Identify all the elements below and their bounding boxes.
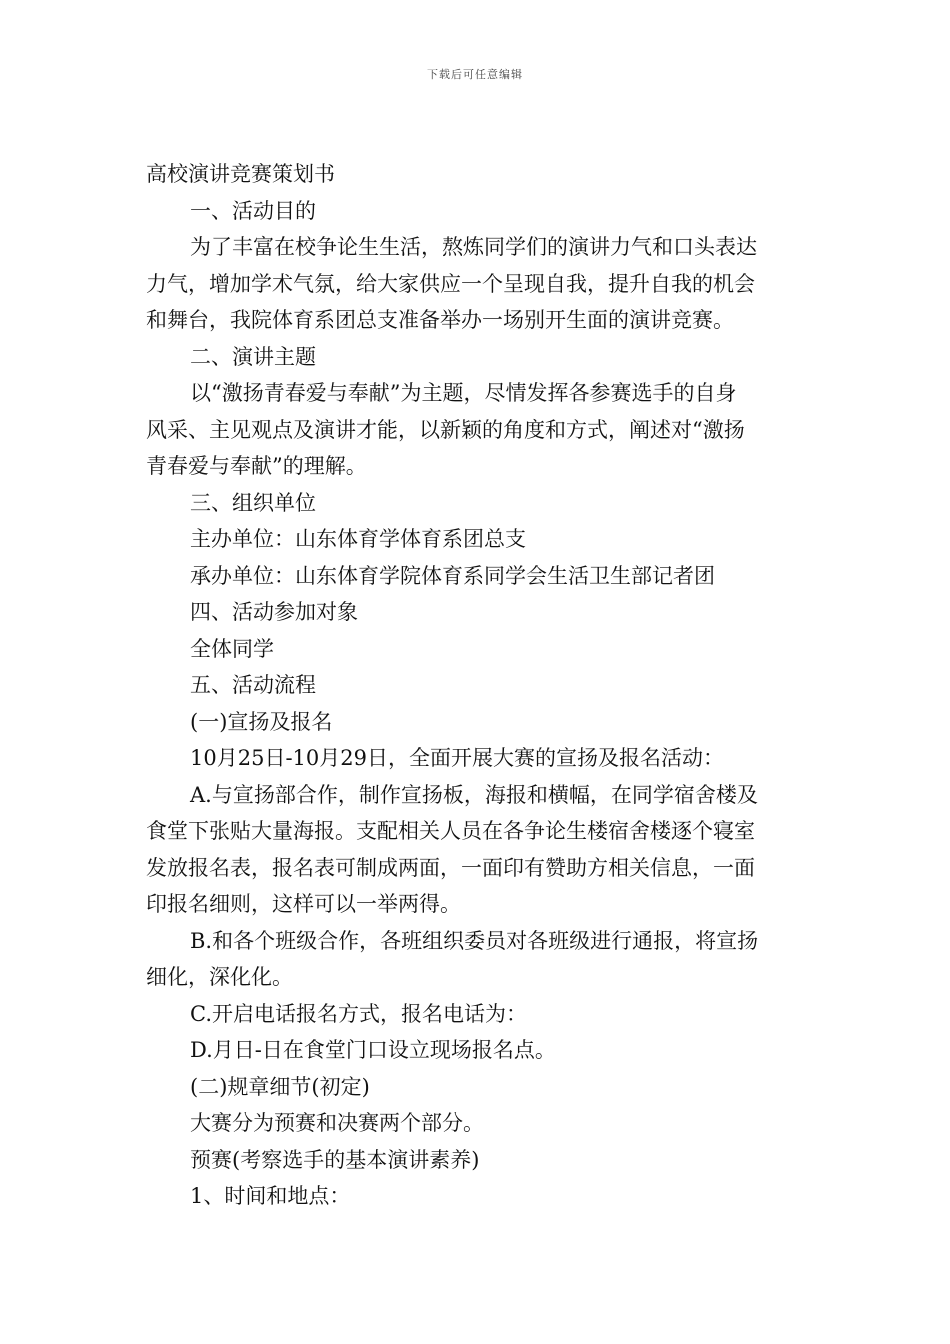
text-line: 以“激扬青春爱与奉献”为主题，尽情发挥各参赛选手的自身 (190, 381, 737, 405)
text-line: C.开启电话报名方式，报名电话为： (190, 1001, 527, 1026)
text-line: 全体同学 (190, 636, 274, 661)
text-line: 主办单位：山东体育学体育系团总支 (190, 527, 526, 551)
text-line: 五、活动流程 (190, 673, 316, 697)
text-line: 1、时间和地点： (190, 1184, 351, 1208)
text-line: 和舞台，我院体育系团总支准备举办一场别开生面的演讲竞赛。 (146, 308, 734, 332)
paragraph-lines (146, 193, 810, 1215)
text-line: 印报名细则，这样可以一举两得。 (146, 892, 461, 916)
text-line: 发放报名表，报名表可制成两面，一面印有赞助方相关信息，一面 (146, 855, 755, 880)
text-line: 预赛(考察选手的基本演讲素养) (190, 1147, 480, 1172)
text-line: 大赛分为预赛和决赛两个部分。 (190, 1111, 484, 1135)
text-line: 二、演讲主题 (190, 344, 316, 369)
text-line: 10月25日-10月29日，全面开展大赛的宣扬及报名活动： (190, 746, 724, 770)
text-line: 四、活动参加对象 (190, 600, 358, 624)
text-line: 三、组织单位 (190, 490, 316, 515)
text-line: 力气，增加学术气氛，给大家供应一个呈现自我，提升自我的机会 (146, 271, 755, 296)
text-line: 风采、主见观点及演讲才能，以新颖的角度和方式，阐述对“激扬 (146, 417, 745, 442)
text-line: 一、活动目的 (190, 198, 316, 223)
text-line: 青春爱与奉献”的理解。 (146, 454, 367, 478)
document-title: 高校演讲竞赛策划书 (146, 162, 335, 186)
text-line: 为了丰富在校争论生生活，熬炼同学们的演讲力气和口头表达 (190, 235, 757, 259)
document-body (146, 156, 810, 1215)
text-line: A.与宣扬部合作，制作宣扬板，海报和横幅，在同学宿舍楼及 (190, 782, 758, 807)
text-line: 承办单位：山东体育学院体育系同学会生活卫生部记者团 (190, 563, 715, 588)
text-line: (一)宣扬及报名 (190, 709, 333, 734)
text-line: 细化，深化化。 (146, 965, 293, 989)
text-line: 食堂下张贴大量海报。支配相关人员在各争论生楼宿舍楼逐个寝室 (146, 819, 755, 843)
text-line: D.月日-日在食堂门口设立现场报名点。 (190, 1038, 556, 1062)
text-line: (二)规章细节(初定) (190, 1074, 370, 1099)
text-line: B.和各个班级合作，各班组织委员对各班级进行通报，将宣扬 (190, 928, 759, 953)
header-note: 下载后可任意编辑 (427, 68, 523, 81)
